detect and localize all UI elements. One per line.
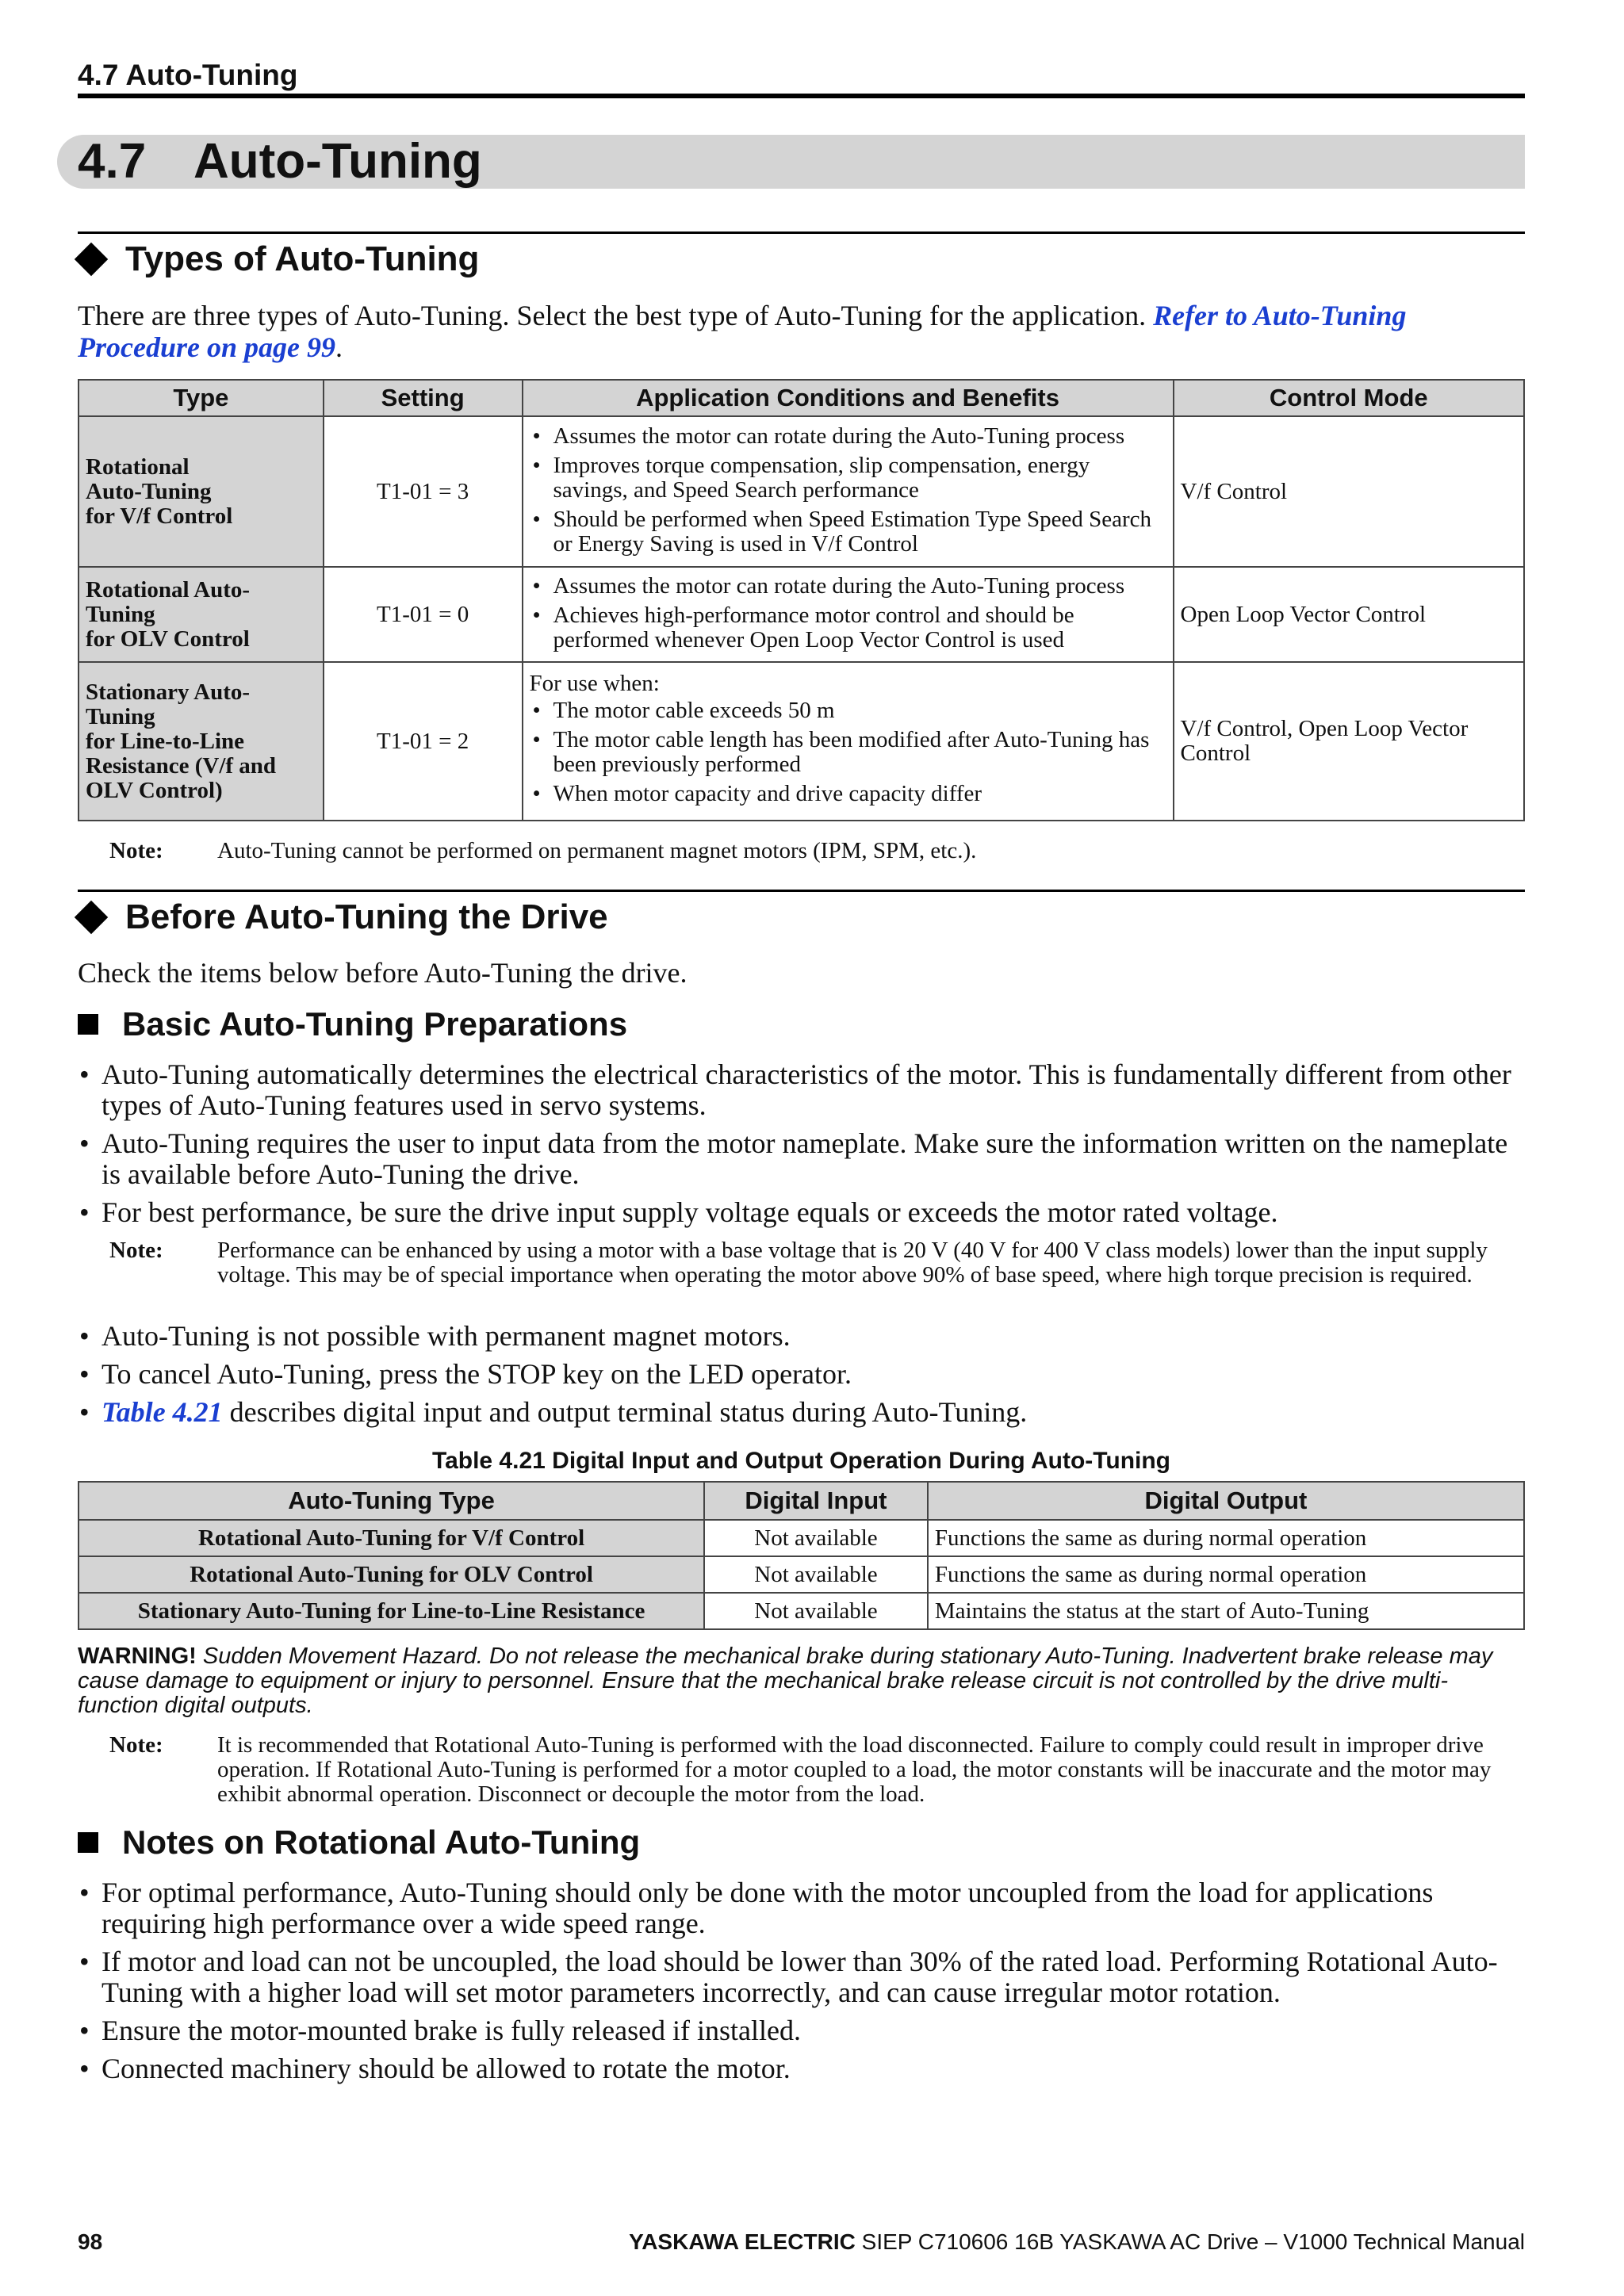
- list-item: • Auto-Tuning is not possible with permanent magnet motors.: [78, 1321, 1529, 1352]
- note-text: Auto-Tuning cannot be performed on permanent magnet motors (IPM, SPM, etc.).: [217, 838, 977, 863]
- table-row: [79, 416, 1524, 567]
- type-line: Tuning: [86, 601, 155, 627]
- table-row: [79, 1556, 1524, 1593]
- list-item: • Auto-Tuning automatically determines the electrical characteristics of the motor. This is fundamentally different from other types of Auto-Tuning features used in servo systems.: [78, 1059, 1529, 1121]
- type-line: OLV Control): [86, 777, 223, 803]
- digital-io-table: [78, 1481, 1525, 1630]
- footer-doc-title: SIEP C710606 16B YASKAWA AC Drive – V1000 Technical Manual: [855, 2229, 1525, 2254]
- condition-item: • The motor cable exceeds 50 m: [530, 698, 1166, 723]
- chapter-title: [78, 133, 482, 190]
- warning-text: Sudden Movement Hazard. Do not release the mechanical brake during stationary Auto-Tuning. Inadvertent brake release may cause damage to equipment or injury to personnel. Ensure that the mechanical brake release circuit is not controlled by the drive multi-function digital outputs.: [78, 1644, 1493, 1718]
- type-cell: [79, 416, 324, 567]
- warning-label: WARNING!: [78, 1644, 197, 1669]
- square-bullet-icon: [78, 1832, 98, 1853]
- note-text: Performance can be enhanced by using a motor with a base voltage that is 20 V (40 V for 400 V class models) lower than the input supply voltage. This may be of special importance when operating the motor above 90% of base speed, where high torque precision is required.: [217, 1238, 1488, 1288]
- section-heading-text: Types of Auto-Tuning: [125, 239, 480, 278]
- section-rule: [78, 890, 1525, 892]
- condition-item: • Improves torque compensation, slip compensation, energy savings, and Speed Search performance: [530, 453, 1166, 503]
- before-intro: Check the items below before Auto-Tuning the drive.: [78, 957, 688, 989]
- subsection-heading-text: Basic Auto-Tuning Preparations: [122, 1005, 628, 1043]
- input-cell: Not available: [704, 1520, 928, 1556]
- column-header: Setting: [324, 380, 523, 416]
- basic-prep-list-b: [78, 1321, 1529, 1435]
- output-cell: Functions the same as during normal operation: [928, 1556, 1524, 1593]
- conditions-lead: For use when:: [529, 671, 660, 696]
- condition-item: • When motor capacity and drive capacity differ: [530, 782, 1166, 806]
- list-item: • Auto-Tuning requires the user to input data from the motor nameplate. Make sure the information written on the nameplate is available before Auto-Tuning the drive.: [78, 1128, 1529, 1190]
- note-label: Note:: [109, 1732, 163, 1758]
- table-row: [79, 662, 1524, 821]
- page-number: 98: [78, 2229, 103, 2254]
- warning-block: [78, 1644, 1525, 1718]
- type-line: Rotational Auto-: [86, 576, 251, 603]
- type-line: for V/f Control: [86, 503, 233, 529]
- column-header: Digital Output: [928, 1482, 1524, 1520]
- column-header: Type: [79, 380, 324, 416]
- table-row: [79, 1520, 1524, 1556]
- note-label: Note:: [109, 838, 163, 863]
- condition-item: • Achieves high-performance motor control and should be performed whenever Open Loop Vector Control is used: [530, 603, 1166, 652]
- column-header: Digital Input: [704, 1482, 928, 1520]
- mode-cell: Open Loop Vector Control: [1174, 567, 1524, 662]
- input-cell: Not available: [704, 1593, 928, 1629]
- table-4-21-link[interactable]: Table 4.21: [102, 1396, 223, 1428]
- type-cell: Rotational Auto-Tuning for OLV Control: [79, 1556, 704, 1593]
- subsection-heading-text: Notes on Rotational Auto-Tuning: [122, 1823, 641, 1861]
- list-item: • To cancel Auto-Tuning, press the STOP key on the LED operator.: [78, 1359, 1529, 1390]
- table-header-row: [79, 1482, 1524, 1520]
- conditions-cell: [523, 416, 1174, 567]
- chapter-title-text: Auto-Tuning: [193, 134, 482, 189]
- setting-cell: T1-01 = 3: [324, 416, 523, 567]
- section-heading-before: [73, 897, 608, 937]
- type-line: Rotational: [86, 453, 190, 480]
- type-line: Stationary Auto-: [86, 679, 251, 705]
- type-cell: Rotational Auto-Tuning for V/f Control: [79, 1520, 704, 1556]
- footer-brand: YASKAWA ELECTRIC: [629, 2229, 856, 2254]
- note-text: It is recommended that Rotational Auto-Tuning is performed with the load disconnected. Failure to comply could result in improper drive operation. If Rotational Auto-Tuning is performed for a motor coupled to a load, the motor constants will be inaccurate and the motor may exhibit abnormal operation. Disconnect or decouple the motor from the load.: [217, 1732, 1492, 1807]
- type-line: Auto-Tuning: [86, 478, 212, 504]
- type-line: for Line-to-Line: [86, 728, 245, 754]
- setting-cell: T1-01 = 0: [324, 567, 523, 662]
- mode-cell: V/f Control: [1174, 416, 1524, 567]
- conditions-cell: [523, 662, 1174, 821]
- types-intro: [78, 300, 1529, 363]
- footer-document: [629, 2229, 1525, 2255]
- type-line: Resistance (V/f and: [86, 752, 277, 779]
- note-base-voltage: [109, 1238, 1529, 1288]
- types-table: [78, 379, 1525, 821]
- intro-text: There are three types of Auto-Tuning. Select the best type of Auto-Tuning for the application.: [78, 300, 1154, 331]
- basic-prep-list-a: [78, 1059, 1529, 1235]
- column-header: Auto-Tuning Type: [79, 1482, 704, 1520]
- running-head: 4.7 Auto-Tuning: [78, 59, 298, 91]
- column-header: Application Conditions and Benefits: [523, 380, 1174, 416]
- section-heading-types: [73, 239, 479, 279]
- subsection-heading-basic: [78, 1005, 627, 1043]
- table-caption: Table 4.21 Digital Input and Output Operation During Auto-Tuning: [431, 1448, 1171, 1474]
- type-line: Tuning: [86, 703, 155, 729]
- type-line: for OLV Control: [86, 626, 250, 652]
- list-item: • If motor and load can not be uncoupled, the load should be lower than 30% of the rated load. Performing Rotational Auto-Tuning with a higher load will set motor parameters incorrectly, and can cause irregular motor rotation.: [78, 1946, 1529, 2008]
- table-row: [79, 1593, 1524, 1629]
- square-bullet-icon: [78, 1014, 98, 1035]
- list-item: • Ensure the motor-mounted brake is fully released if installed.: [78, 2015, 1529, 2046]
- list-item: • Connected machinery should be allowed to rotate the motor.: [78, 2053, 1529, 2084]
- mode-cell: V/f Control, Open Loop Vector Control: [1174, 662, 1524, 821]
- subsection-heading-rotational: [78, 1823, 640, 1862]
- diamond-bullet-icon: [75, 243, 108, 276]
- note-load-disconnected: [109, 1733, 1529, 1807]
- table-row: [79, 567, 1524, 662]
- section-heading-text: Before Auto-Tuning the Drive: [125, 897, 608, 936]
- setting-cell: T1-01 = 2: [324, 662, 523, 821]
- table-header-row: [79, 380, 1524, 416]
- type-cell: Stationary Auto-Tuning for Line-to-Line Resistance: [79, 1593, 704, 1629]
- rotational-notes-list: [78, 1877, 1529, 2091]
- type-cell: [79, 567, 324, 662]
- list-item: • For best performance, be sure the drive input supply voltage equals or exceeds the motor rated voltage.: [78, 1197, 1529, 1228]
- note-permanent-magnet: [109, 839, 1529, 863]
- condition-item: • Should be performed when Speed Estimation Type Speed Search or Energy Saving is used in V/f Control: [530, 507, 1166, 557]
- condition-item: • Assumes the motor can rotate during the Auto-Tuning process: [530, 574, 1166, 599]
- section-rule: [78, 232, 1525, 234]
- diamond-bullet-icon: [75, 901, 108, 934]
- conditions-cell: [523, 567, 1174, 662]
- list-item: • For optimal performance, Auto-Tuning should only be done with the motor uncoupled from the load for applications requiring high performance over a wide speed range.: [78, 1877, 1529, 1939]
- intro-end: .: [335, 331, 343, 363]
- type-cell: [79, 662, 324, 821]
- note-label: Note:: [109, 1238, 163, 1263]
- table-ref-text: describes digital input and output terminal status during Auto-Tuning.: [222, 1396, 1028, 1428]
- list-item: [78, 1397, 1529, 1428]
- chapter-number: 4.7: [78, 134, 147, 189]
- input-cell: Not available: [704, 1556, 928, 1593]
- column-header: Control Mode: [1174, 380, 1524, 416]
- output-cell: Functions the same as during normal operation: [928, 1520, 1524, 1556]
- auto-tuning-procedure-link[interactable]: Refer to Auto-Tuning Procedure on page 99: [78, 300, 1407, 363]
- output-cell: Maintains the status at the start of Auto-Tuning: [928, 1593, 1524, 1629]
- condition-item: • The motor cable length has been modified after Auto-Tuning has been previously performed: [530, 728, 1166, 777]
- header-rule: [78, 94, 1525, 98]
- condition-item: • Assumes the motor can rotate during the Auto-Tuning process: [530, 424, 1166, 449]
